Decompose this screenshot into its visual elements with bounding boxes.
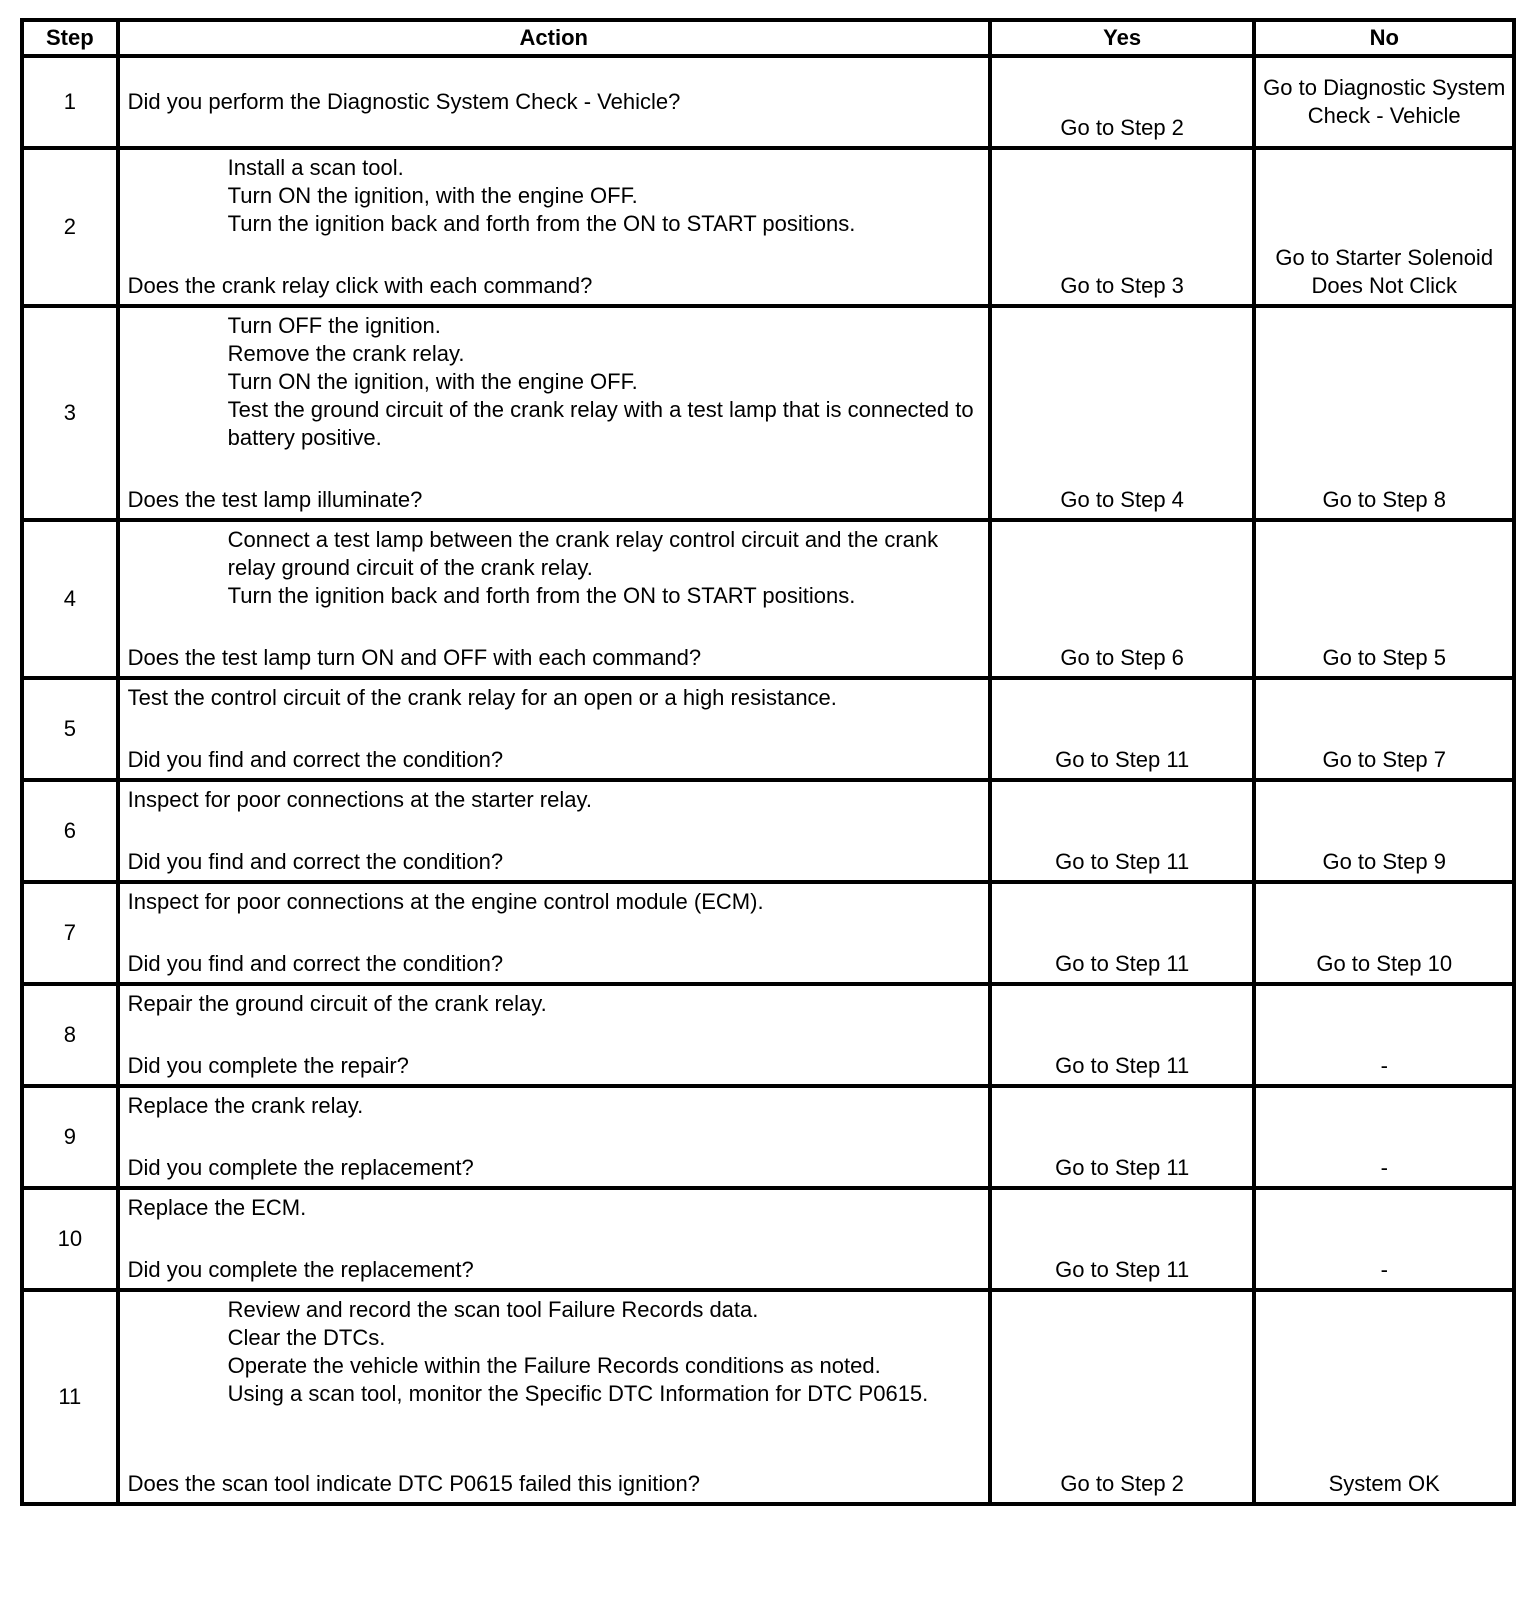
table-row (22, 148, 1514, 306)
yes-result: Go to Step 4 (1060, 487, 1184, 512)
yes-cell (990, 520, 1255, 678)
instruction-line: Using a scan tool, monitor the Specific DTC Information for DTC P0615. (227, 1381, 929, 1406)
yes-cell (990, 306, 1255, 520)
yes-result: Go to Step 2 (1060, 1471, 1184, 1496)
instruction-line: Turn ON the ignition, with the engine OFF. (227, 369, 638, 394)
no-result: - (1380, 1257, 1388, 1282)
table-row (22, 56, 1514, 148)
no-result: Go to Starter Solenoid Does Not Click (1275, 245, 1494, 298)
action-text: Inspect for poor connections at the starter relay. (127, 787, 592, 812)
instruction-line: Review and record the scan tool Failure Records data. (227, 1297, 759, 1322)
action-cell (118, 1188, 990, 1290)
question-text: Does the test lamp illuminate? (127, 487, 423, 512)
action-cell (118, 1086, 990, 1188)
yes-result: Go to Step 3 (1060, 273, 1184, 298)
no-cell (1254, 984, 1514, 1086)
header-no: No (1254, 20, 1514, 56)
action-cell (118, 520, 990, 678)
question-text: Does the crank relay click with each command? (127, 273, 593, 298)
no-result: Go to Step 5 (1322, 645, 1446, 670)
step-number: 3 (22, 306, 118, 520)
action-cell (118, 882, 990, 984)
instruction-line: Turn OFF the ignition. (227, 313, 441, 338)
step-number: 1 (22, 56, 118, 148)
step-number: 6 (22, 780, 118, 882)
yes-cell (990, 882, 1255, 984)
no-result: System OK (1328, 1471, 1440, 1496)
instruction-list (128, 154, 980, 238)
instruction-line: Test the ground circuit of the crank relay with a test lamp that is connected to battery positive. (227, 397, 980, 450)
action-cell (118, 780, 990, 882)
action-cell (118, 678, 990, 780)
table-row (22, 984, 1514, 1086)
action-cell (118, 984, 990, 1086)
yes-result: Go to Step 6 (1060, 645, 1184, 670)
question-text: Did you find and correct the condition? (127, 951, 504, 976)
yes-result: Go to Step 11 (1055, 1053, 1190, 1078)
no-cell (1254, 148, 1514, 306)
step-number: 7 (22, 882, 118, 984)
question-text: Does the scan tool indicate DTC P0615 failed this ignition? (127, 1471, 700, 1496)
no-cell (1254, 882, 1514, 984)
question-text: Did you complete the replacement? (127, 1257, 474, 1282)
yes-result: Go to Step 11 (1055, 849, 1190, 874)
instruction-line: Turn the ignition back and forth from the ON to START positions. (227, 211, 856, 236)
action-text: Repair the ground circuit of the crank relay. (127, 991, 547, 1016)
action-text: Test the control circuit of the crank relay for an open or a high resistance. (127, 685, 837, 710)
no-cell (1254, 678, 1514, 780)
no-result: Go to Step 9 (1322, 849, 1446, 874)
instruction-line: Turn ON the ignition, with the engine OFF. (227, 183, 638, 208)
yes-cell (990, 1086, 1255, 1188)
no-cell (1254, 1188, 1514, 1290)
question-text: Did you perform the Diagnostic System Check - Vehicle? (127, 89, 681, 114)
table-row (22, 1086, 1514, 1188)
header-step: Step (22, 20, 118, 56)
action-cell (118, 1290, 990, 1504)
yes-cell (990, 56, 1255, 148)
no-cell (1254, 56, 1514, 148)
header-row (22, 20, 1514, 56)
no-result: Go to Step 7 (1322, 747, 1446, 772)
question-text: Did you complete the repair? (127, 1053, 409, 1078)
action-text: Inspect for poor connections at the engine control module (ECM). (127, 889, 764, 914)
step-number: 8 (22, 984, 118, 1086)
table-row (22, 520, 1514, 678)
no-result: - (1380, 1053, 1388, 1078)
header-yes: Yes (990, 20, 1255, 56)
table-row (22, 882, 1514, 984)
yes-cell (990, 1290, 1255, 1504)
step-number: 11 (22, 1290, 118, 1504)
yes-cell (990, 780, 1255, 882)
no-cell (1254, 1086, 1514, 1188)
table-row (22, 1290, 1514, 1504)
step-number: 5 (22, 678, 118, 780)
table-row (22, 780, 1514, 882)
step-number: 2 (22, 148, 118, 306)
instruction-line: Install a scan tool. (227, 155, 404, 180)
instruction-line: Operate the vehicle within the Failure Records conditions as noted. (227, 1353, 881, 1378)
step-number: 10 (22, 1188, 118, 1290)
step-number: 9 (22, 1086, 118, 1188)
yes-cell (990, 984, 1255, 1086)
instruction-list (128, 312, 980, 452)
question-text: Did you complete the replacement? (127, 1155, 474, 1180)
table-row (22, 678, 1514, 780)
no-result: Go to Step 8 (1322, 487, 1446, 512)
yes-result: Go to Step 11 (1055, 1257, 1190, 1282)
question-text: Does the test lamp turn ON and OFF with each command? (127, 645, 702, 670)
yes-cell (990, 678, 1255, 780)
no-cell (1254, 306, 1514, 520)
instruction-line: Remove the crank relay. (227, 341, 465, 366)
no-result: Go to Step 10 (1316, 951, 1453, 976)
yes-cell (990, 148, 1255, 306)
action-cell (118, 148, 990, 306)
step-number: 4 (22, 520, 118, 678)
action-text: Replace the ECM. (127, 1195, 307, 1220)
no-result: - (1380, 1155, 1388, 1180)
no-result: Go to Diagnostic System Check - Vehicle (1263, 75, 1506, 128)
header-action: Action (118, 20, 990, 56)
yes-cell (990, 1188, 1255, 1290)
action-cell (118, 306, 990, 520)
instruction-list (128, 526, 980, 610)
question-text: Did you find and correct the condition? (127, 747, 504, 772)
no-cell (1254, 1290, 1514, 1504)
instruction-line: Turn the ignition back and forth from the ON to START positions. (227, 583, 856, 608)
action-cell (118, 56, 990, 148)
instruction-list (128, 1296, 980, 1408)
yes-result: Go to Step 11 (1055, 747, 1190, 772)
question-text: Did you find and correct the condition? (127, 849, 504, 874)
action-text: Replace the crank relay. (127, 1093, 364, 1118)
table-row (22, 1188, 1514, 1290)
diagnostic-table (20, 18, 1516, 1506)
yes-result: Go to Step 2 (1060, 115, 1184, 140)
instruction-line: Clear the DTCs. (227, 1325, 386, 1350)
no-cell (1254, 520, 1514, 678)
no-cell (1254, 780, 1514, 882)
yes-result: Go to Step 11 (1055, 951, 1190, 976)
yes-result: Go to Step 11 (1055, 1155, 1190, 1180)
table-row (22, 306, 1514, 520)
instruction-line: Connect a test lamp between the crank relay control circuit and the crank relay ground circuit of the crank relay. (227, 527, 945, 580)
